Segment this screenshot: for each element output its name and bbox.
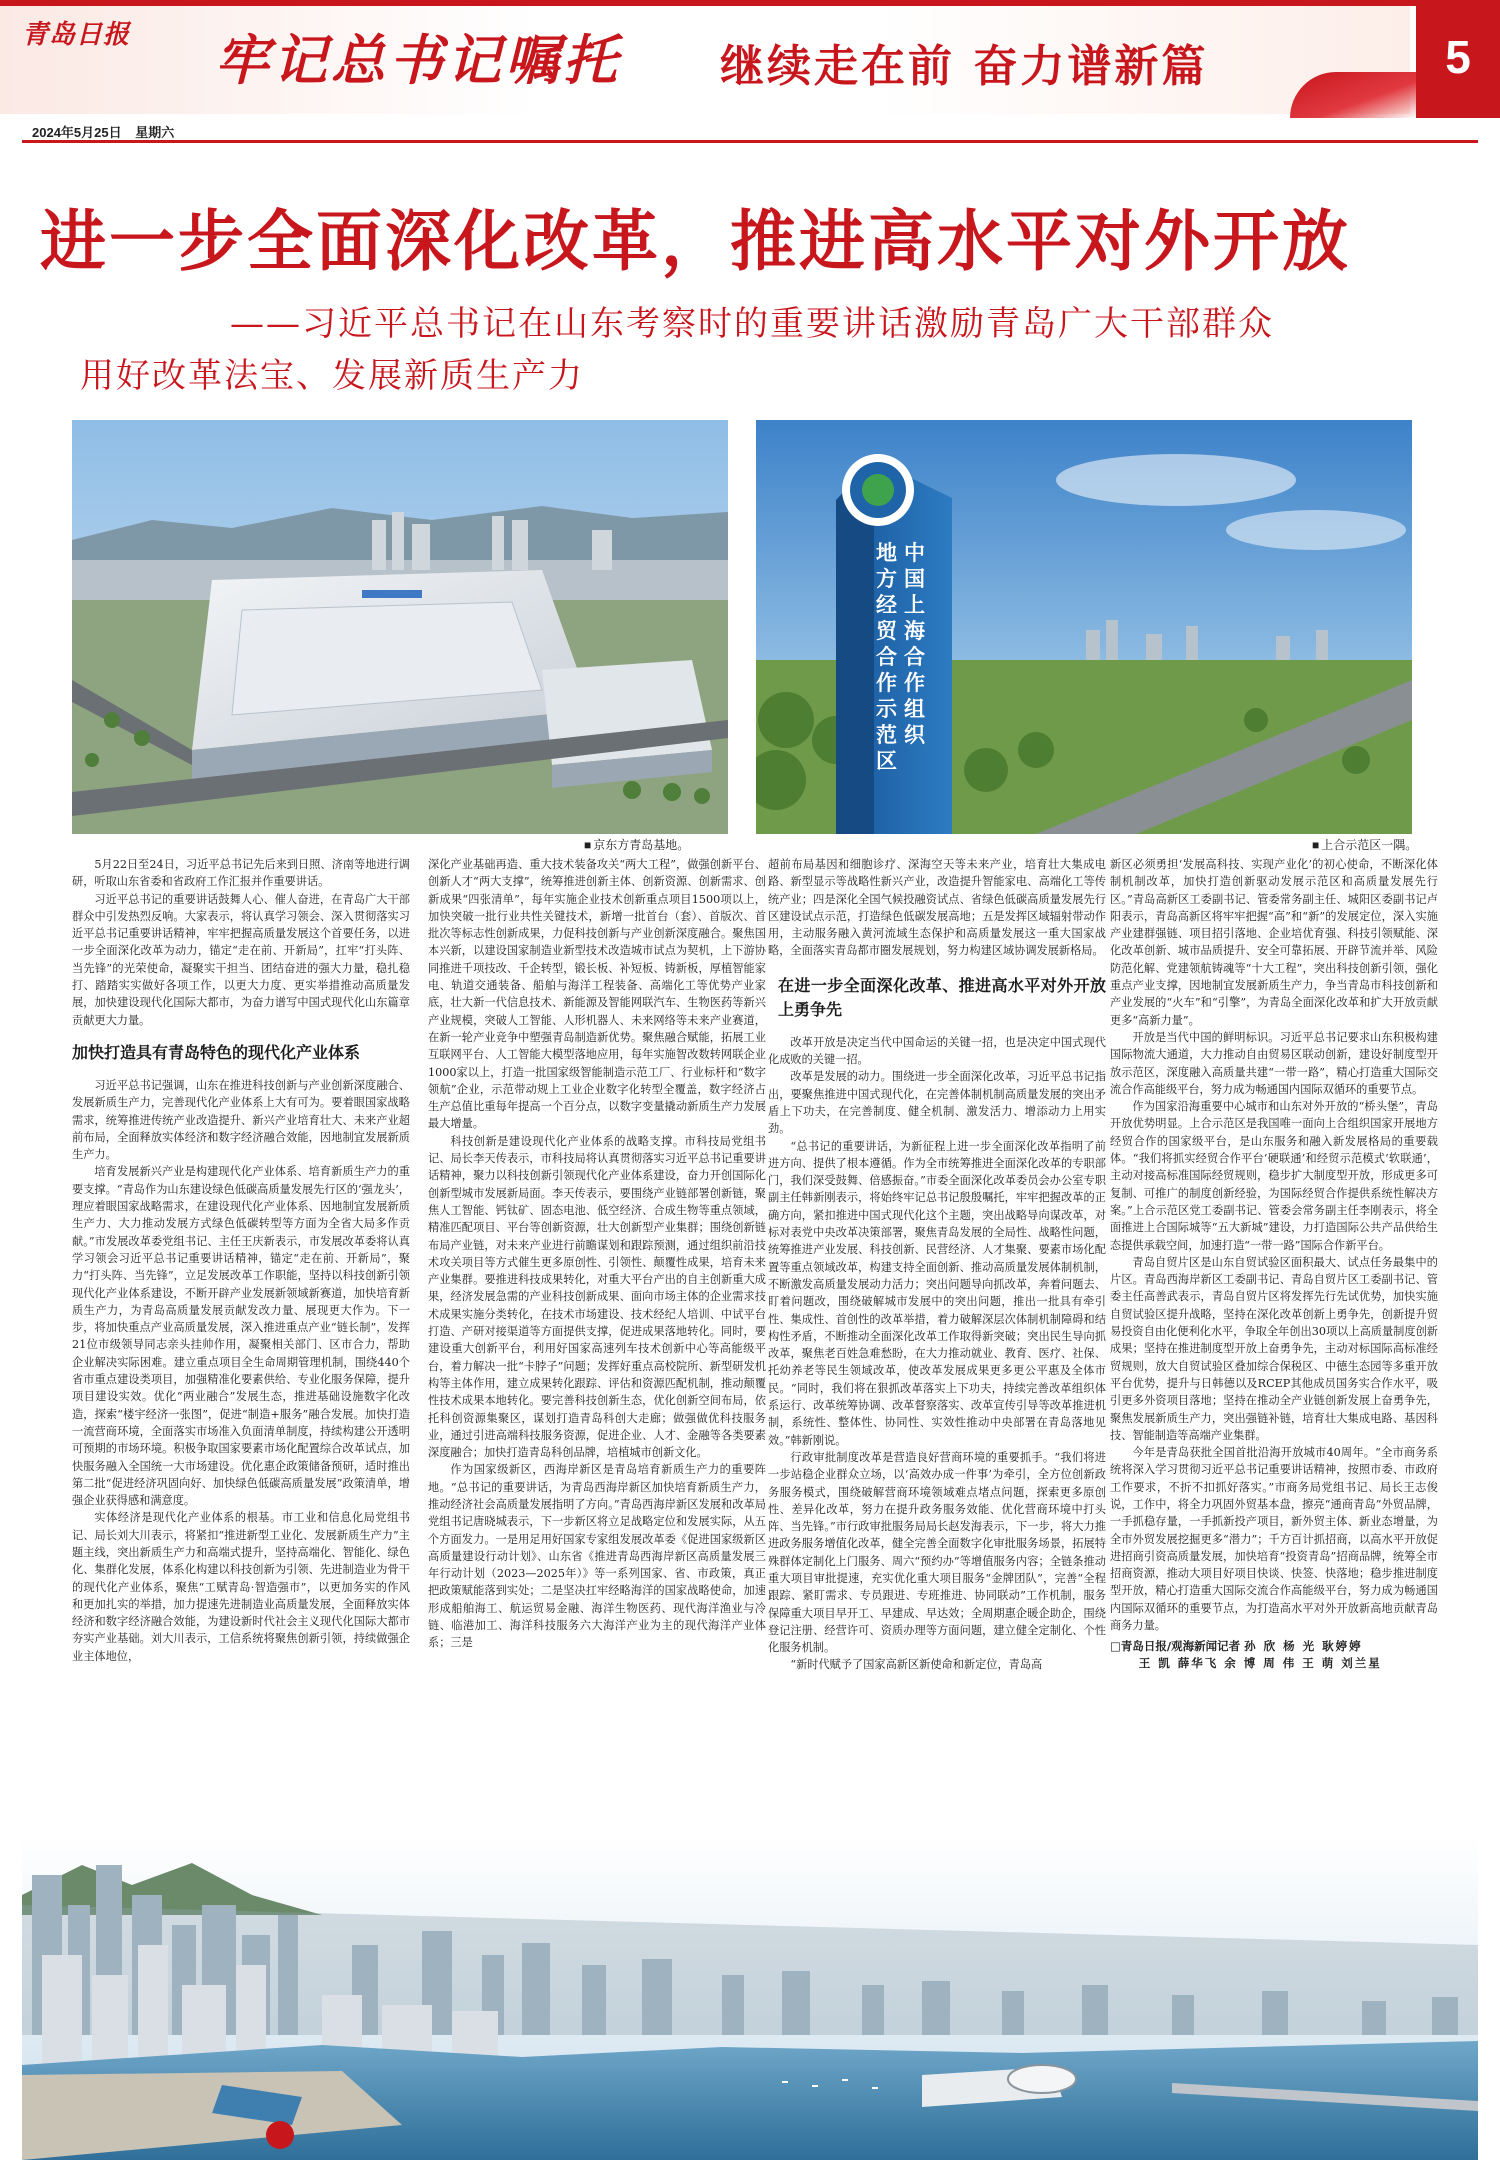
paragraph: 青岛自贸片区是山东自贸试验区面积最大、试点任务最集中的片区。青岛西海岸新区工委副书记、青岛自贸片区工委副书记、管委主任高善武表示，青岛自贸片区将发挥先行先试优势，加快实施自贸试验区提升战略，坚持在深化改革创新上勇争先，创新提升贸易投资自由化便利化水平，争取全年创出30项以上高质量制度创新成果；坚持在推进制度型开放上奋勇争先，主动对标国际高标准经贸规则，放大自贸试验区叠加综合保税区、中德生态园等多重开放平台优势，提升与日韩德以及RCEP其他成员国务实合作水平，吸引更多外资项目落地；坚持在推动全产业链创新发展上奋勇争先，聚焦发展新质生产力，突出强链补链，培育壮大集成电路、基因科技、智能制造等高端产业集群。 xyxy=(1110,1255,1438,1442)
masthead xyxy=(0,0,1500,122)
page-number-box xyxy=(1416,0,1500,118)
svg-text:织: 织 xyxy=(904,723,925,747)
paragraph: 培育发展新兴产业是构建现代化产业体系、培育新质生产力的重要支撑。“青岛作为山东建设绿色低碳高质量发展先行区的‘强龙头’，理应着眼国家战略需求，在建设现代化产业体系、因地制宜发展新质生产力、大力推动发展方式绿色低碳转型等方面为全省大局多作贡献。”市发展改革委党组书记、主任王庆新表示，市发展改革委将认真学习领会习近平总书记重要讲话精神，锚定“走在前、开新局”，聚力“打头阵、当先锋”，立足发展改革工作职能，坚持以科技创新引领现代化产业体系建设，不断开辟产业发展新领域新赛道，加快培育新质生产力，为青岛高质量发展贡献发改力量、展现更大作为。下一步，将加快重点产业高质量发展，深入推进重点产业“链长制”，发挥21位市级领导同志亲头挂帅作用，凝聚相关部门、区市合力，帮助企业解决实际困难。建立重点项目全生命周期管理机制，围绕440个省市重点建设类项目，加强精准化要素供给、专业化服务保障，提升项目建设实效。优化“两业融合”发展生态，推进基础设施数字化改造，探索“楼宇经济一张图”，促进“制造+服务”融合发展。加快打造一流营商环境，全面落实市场准入负面清单制度，持续构建公开透明可预期的市场环境。积极争取国家要素市场化配置综合改革试点，加快服务融入全国统一大市场建设。优化惠企政策储备预研，适时推出第二批“促进经济巩固向好、加快绿色低碳高质量发展”政策清单，增强企业获得感和满意度。 xyxy=(72,1165,410,1508)
svg-text:海: 海 xyxy=(904,619,925,643)
photo-qingdao-panorama xyxy=(22,1835,1478,2160)
svg-text:方: 方 xyxy=(876,567,897,591)
photo2-caption: ■ 上合示范区一隅。 xyxy=(1312,836,1417,853)
photo-sco-demo-zone xyxy=(756,420,1412,834)
factory-aerial-illustration xyxy=(72,420,728,834)
svg-text:示: 示 xyxy=(876,697,897,721)
photo1-caption: ■ 京东方青岛基地。 xyxy=(584,836,689,853)
paragraph: 深化产业基础再造、重大技术装备攻关“两大工程”，做强创新平台、创新人才“两大支撑”，统筹推进创新主体、创新资源、创新需求、创新成果“四张清单”，每年实施企业技术创新重点项目1500项以上，加快突破一批行业共性关键技术，新增一批首台（套）、首版次、首批次等标志性创新成果，力促科技创新与产业创新深度融合。聚焦国本兴新，以建设国家制造业新型技术改造城市试点为契机，上下游协同推进千项技改、千企转型，锻长板、补短板、铸新板，厚植智能家电、轨道交通装备、船舶与海洋工程装备、高端化工等优势产业家底，壮大新一代信息技术、新能源及智能网联汽车、生物医药等新兴产业规模，突破人工智能、人形机器人、未来网络等未来产业赛道，在新一轮产业竞争中塑强青岛制造新优势。聚焦融合赋能，拓展工业互联网平台、人工智能大模型落地应用，每年实施智改数转网联企业1000家以上，打造一批国家级智能制造示范工厂、行业标杆和“数字领航”企业，示范带动规上工业企业数字化转型全覆盖，数字经济占生产总值比重每年提高一个百分点，以数字变量撬动新质生产力发展最大增量。 xyxy=(428,858,766,1131)
paragraph: 新区必须勇担‘发展高科技、实现产业化’的初心使命，不断深化体制机制改革，加快打造创新驱动发展示范区和高质量发展先行区。”青岛高新区工委副书记、管委常务副主任、城阳区委副书记卢阳表示，青岛高新区将牢牢把握“高”和“新”的发展定位，深入实施产业建群强链、项目招引落地、企业培优育强、科技引领赋能、深化改革创新、城市品质提升、安全可靠拓展、开辟节流并举、风险防范化解、党建领航铸魂等“十大工程”，突出科技创新引领，强化重点产业支撑，因地制宜发展新质生产力，争当青岛市科技创新和产业发展的“火车”和“引擎”，为青岛全面深化改革和扩大开放贡献更多“高新力量”。 xyxy=(1110,858,1438,1027)
article-column-3 xyxy=(768,856,1106,1826)
byline-names-2: 王 凯 薛华飞 余 博 周 伟 王 萌 刘兰星 xyxy=(1138,1656,1382,1671)
byline-names-1: 孙 欣 杨 光 耿婷婷 xyxy=(1244,1639,1363,1654)
svg-text:贸: 贸 xyxy=(876,619,897,643)
paragraph: “总书记的重要讲话，为新征程上进一步全面深化改革指明了前进方向、提供了根本遵循。作为全市统筹推进全面深化改革的专职部门，我们深受鼓舞、倍感振奋。”市委全面深化改革委员会办公室专职副主任韩新刚表示，将始终牢记总书记殷殷嘱托，牢牢把握改革的正确方向，紧扣推进中国式现代化这个主题，突出战略导向谋改革，对标对表党中央改革决策部署，聚焦青岛发展的全局性、战略性问题，统筹推进产业发展、科技创新、民营经济、人才集聚、要素市场化配置等重点领域改革，构建支持全面创新、推动高质量发展体制机制，不断激发高质量发展动力活力；突出问题导向抓改革，奔着问题去、盯着问题改，围绕破解城市发展中的突出问题，推出一批具有牵引性、集成性、首创性的改革举措，着力破解深层次体制机制障碍和结构性矛盾，不断推动全面深化改革工作取得新突破；突出民生导向抓改革，聚焦老百姓急难愁盼，在大力推动就业、教育、医疗、社保、托幼养老等民生领域改革，使改革发展成果更多更公平惠及全体市民。“同时，我们将在狠抓改革落实上下功夫，持续完善改革组织体系运行、改革统筹协调、改革督察落实、改革宣传引导等改革推进机制，系统性、整体性、协同性、实效性推动中央部署在青岛落地见效。”韩新刚说。 xyxy=(768,1139,1106,1447)
article-column-1 xyxy=(72,856,410,1826)
section-slogan: 牢记总书记嘱托 xyxy=(215,28,621,92)
paragraph: “新时代赋予了国家高新区新使命和新定位，青岛高 xyxy=(790,1658,1043,1672)
photo-boe-qingdao-base xyxy=(72,420,728,834)
section-heading-reform-opening: 在进一步全面深化改革、推进高水平对外开放上勇争先 xyxy=(778,975,1106,1019)
svg-text:合: 合 xyxy=(876,645,897,669)
paragraph: 习近平总书记的重要讲话鼓舞人心、催人奋进，在青岛广大干部群众中引发热烈反响。大家表示，将认真学习领会、深入贯彻落实习近平总书记重要讲话精神，牢牢把握高质量发展这个首要任务，以进一步全面深化改革为动力，锚定“走在前、开新局”，扛牢“打头阵、当先锋”的光荣使命，凝聚实干担当、团结奋进的强大力量，稳扎稳打、踏踏实实做好各项工作，以更大力度、更实举措推动高质量发展，加快建设现代化国际大都市，为奋力谱写中国式现代化山东篇章贡献更大力量。 xyxy=(72,892,410,1027)
paragraph: 作为国家级新区，西海岸新区是青岛培育新质生产力的重要阵地。“总书记的重要讲话，为青岛西海岸新区加快培育新质生产力，推动经济社会高质量发展指明了方向。”青岛西海岸新区发展和改革局党组书记唐晓城表示，下一步新区将立足战略定位和发展实际，从五个方面发力。一是用足用好国家专家组发展改革委《促进国家级新区高质量建设行动计划》、山东省《推进青岛西海岸新区高质量发展三年行动计划（2023—2025年）》等一系列国家、省、市政策，真正把政策赋能落到实处；二是坚决扛牢经略海洋的国家战略使命，加速形成船舶海工、航运贸易金融、海洋生物医药、现代海洋渔业与冷链、临港加工、海洋科技服务六大海洋产业为主的现代海洋产业体系；三是 xyxy=(428,1463,766,1650)
paragraph: 习近平总书记强调，山东在推进科技创新与产业创新深度融合、发展新质生产力，完善现代化产业体系上大有可为。要着眼国家战略需求，统筹推进传统产业改造提升、新兴产业培育壮大、未来产业超前布局，全面释放实体经济和数字经济融合效能，因地制宜发展新质生产力。 xyxy=(72,1078,410,1162)
paragraph: 开放是当代中国的鲜明标识。习近平总书记要求山东积极构建国际物流大通道，大力推动自由贸易区联动创新，建设好制度型开放示范区，深度融入高质量共建“一带一路”，精心打造重大国际交流合作高能级平台，努力成为畅通国内国际双循环的重要节点。 xyxy=(1110,1030,1438,1096)
issue-date: 2024年5月25日 xyxy=(32,125,122,140)
svg-text:地: 地 xyxy=(876,541,897,565)
svg-text:合: 合 xyxy=(904,645,925,669)
byline-prefix: □青岛日报/观海新闻记者 xyxy=(1110,1639,1241,1654)
page-number: 5 xyxy=(1445,31,1471,83)
header-divider xyxy=(22,140,1478,143)
paragraph: 超前布局基因和细胞诊疗、深海空天等未来产业，培育壮大集成电路、新型显示等战略性新兴产业，改造提升智能家电、高端化工等传统产业；四是深化全国气候投融资试点、省绿色低碳高质量发展先行区建设试点示范，打造绿色低碳发展高地；五是发挥区域辐射带动作用，主动服务融入黄河流域生态保护和高质量发展这一重大国家战略，全面落实青岛都市圈发展规划，努力构建区域协调发展新格局。 xyxy=(768,858,1106,958)
page-headline: 进一步全面深化改革，推进高水平对外开放 xyxy=(40,202,1351,280)
paper-name: 青岛日报 xyxy=(22,20,131,50)
subheadline-line-2: 用好改革法宝、发展新质生产力 xyxy=(80,356,584,396)
article-column-2 xyxy=(428,856,766,1826)
paragraph: 改革是发展的动力。围绕进一步全面深化改革，习近平总书记指出，要聚焦推进中国式现代化，在完善体制机制高质量发展的突出矛盾上下功夫，在完善制度、健全机制、激发活力、增添动力上用实劲。 xyxy=(768,1070,1106,1136)
sco-zone-illustration xyxy=(756,420,1412,834)
svg-text:范: 范 xyxy=(876,723,897,747)
svg-text:区: 区 xyxy=(876,749,897,773)
dateline xyxy=(32,122,184,141)
article-column-4 xyxy=(1110,856,1438,1826)
svg-text:上: 上 xyxy=(904,593,925,617)
svg-text:经: 经 xyxy=(876,593,897,617)
svg-text:中: 中 xyxy=(904,541,925,565)
subheadline-line-1: ——习近平总书记在山东考察时的重要讲话激励青岛广大干部群众 xyxy=(230,304,1274,344)
section-heading-modern-industry: 加快打造具有青岛特色的现代化产业体系 xyxy=(72,1042,361,1062)
byline xyxy=(1110,1638,1438,1672)
paragraph: 今年是青岛获批全国首批沿海开放城市40周年。“全市商务系统将深入学习贯彻习近平总书记重要讲话精神，按照市委、市政府工作要求，不折不扣抓好落实。”市商务局党组书记、局长王志俊说，工作中，将全力巩固外贸基本盘，擦亮“通商青岛”外贸品牌，一手抓稳存量，一手抓新投产项目，新外贸主体、新业态增量，为全市外贸发展挖掘更多“潜力”；千方百计抓招商，以高水平开放促进招商引资高质量发展，加快培育“投资青岛”招商品牌，统筹全市招商资源，推动大项目好项目快谈、快签、快落地；稳步推进制度型开放，精心打造重大国际交流合作高能级平台，努力成为畅通国内国际双循环的重要节点，为打造高水平对外开放新高地贡献青岛商务力量。 xyxy=(1110,1446,1438,1633)
masthead-top-stripe xyxy=(0,0,1500,6)
paragraph: 科技创新是建设现代化产业体系的战略支撑。市科技局党组书记、局长李天传表示，市科技局将认真贯彻落实习近平总书记重要讲话精神，聚力以科技创新引领现代化产业体系建设，奋力开创国际化创新型城市发展新局面。李天传表示，要围绕产业链部署创新链，聚焦人工智能、钙钛矿、固态电池、低空经济、合成生物等重点领域，精准匹配项目、平台等创新资源，壮大创新型产业集群；围绕创新链布局产业链，对未来产业进行前瞻谋划和跟踪预测，通过组织前沿技术攻关项目等方式催生更多原创性、引领性、颠覆性成果，培育未来产业集群。要推进科技成果转化，对重大平台产出的自主创新重大成果，经济发展急需的产业科技创新成果、面向市场主体的企业需求技术成果实施分类转化，在技术市场建设、技术经纪人培训、中试平台打造、产研对接渠道等方面提供支撑，促进成果落地转化。同时，要建设重大创新平台，利用好国家高速列车技术创新中心等高能级平台，着力解决一批“卡脖子”问题；发挥好重点高校院所、新型研发机构等主体作用，建立成果转化跟踪、评估和资源匹配机制，推动颠覆性技术成果本地转化。要完善科技创新生态，优化创新空间布局，依托科创资源集聚区，谋划打造青岛科创大走廊；做强做优科技服务业，通过引进高端科技服务资源，促进企业、人才、金融等各类要素深度融合；加快打造青岛科创品牌，培植城市创新文化。 xyxy=(428,1134,766,1460)
paragraph: 5月22日至24日，习近平总书记先后来到日照、济南等地进行调研，听取山东省委和省政府工作汇报并作重要讲话。 xyxy=(72,858,410,889)
paragraph: 行政审批制度改革是营造良好营商环境的重要抓手。“我们将进一步站稳企业群众立场，以‘高效办成一件事’为牵引，全方位创新政务服务模式，围绕破解营商环境领域难点堵点问题，探索更多原创性、差异化改革，努力在提升政务服务效能、优化营商环境中打头阵、当先锋。”市行政审批服务局局长赵发海表示，下一步，将大力推进政务服务增值化改革，健全完善全面数字化审批服务场景，拓展特殊群体定制化上门服务、周六“预约办”等增值服务内容；全链条推动重大项目审批提速，充实优化重大项目服务“金牌团队”，完善“全程跟踪、紧盯需求、专员跟进、专班推进、协同联动”工作机制，服务保障重大项目早开工、早建成、早达效；全周期惠企暖企助企，围绕登记注册、经营许可、资质办理等方面问题，建立健全定制化、个性化服务机制。 xyxy=(768,1450,1106,1655)
city-skyline-illustration xyxy=(22,1835,1478,2160)
svg-text:作: 作 xyxy=(904,671,925,695)
paragraph: 作为国家沿海重要中心城市和山东对外开放的“桥头堡”，青岛开放优势明显。上合示范区是我国唯一面向上合组织国家开展地方经贸合作的国家级平台，是山东服务和融入新发展格局的重要载体。“我们将抓实经贸合作平台‘硬联通’和经贸示范模式‘软联通’，主动对接高标准国际经贸规则，稳步扩大制度型开放，形成更多可复制、可推广的制度创新经验，为国际经贸合作提供系统性解决方案。”上合示范区党工委副书记、管委会常务副主任李刚表示，将全面推进上合国际城等“五大新城”建设，力打造国际公共产品供给生态提供承载空间，加速打造“一带一路”国际合作新平台。 xyxy=(1110,1100,1438,1252)
paragraph: 改革开放是决定当代中国命运的关键一招，也是决定中国式现代化成败的关键一招。 xyxy=(768,1035,1106,1067)
svg-text:组: 组 xyxy=(904,697,925,721)
section-slogan-sub: 继续走在前 奋力谱新篇 xyxy=(720,41,1209,92)
svg-text:国: 国 xyxy=(904,567,925,591)
svg-text:作: 作 xyxy=(876,671,897,695)
issue-weekday: 星期六 xyxy=(135,125,175,140)
paragraph: 实体经济是现代化产业体系的根基。市工业和信息化局党组书记、局长刘大川表示，将紧扣“推进新型工业化、发展新质生产力”主题主线，突出新质生产力和高端式提升，坚持高端化、智能化、绿色化、集群化发展，体系化构建以科技创新为引领、先进制造业为骨干的现代化产业体系，聚焦“工赋青岛·智造强市”，以更加务实的作风和更加扎实的举措，加力提速先进制造业高质量发展，全面释放实体经济和数字经济融合效能，为建设新时代社会主义现代化国际大都市夯实产业基础。刘大川表示，工信系统将聚焦创新引领，持续做强企业主体地位， xyxy=(72,1511,410,1663)
